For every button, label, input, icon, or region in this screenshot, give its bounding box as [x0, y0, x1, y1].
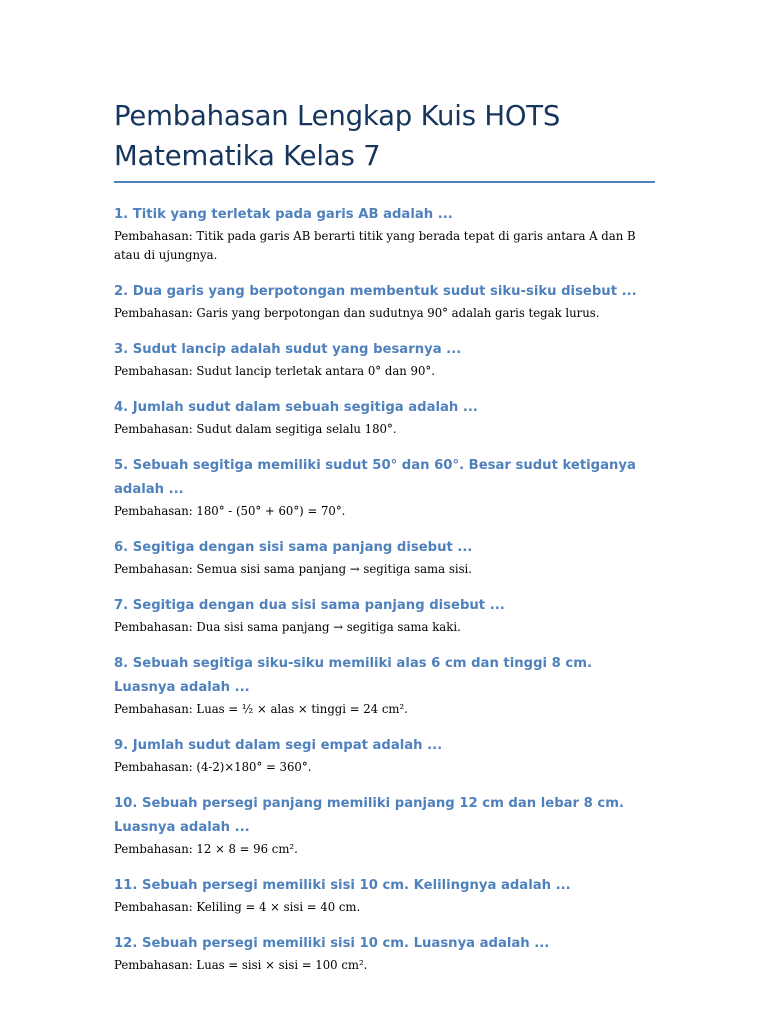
explanation-text: Pembahasan: Luas = sisi × sisi = 100 cm².: [114, 958, 368, 972]
question-heading: 1. Titik yang terletak pada garis AB adalah ...: [114, 207, 453, 222]
explanation-text: Pembahasan: (4-2)×180° = 360°.: [114, 760, 312, 774]
question-item-6: [114, 536, 656, 579]
explanation-text: Pembahasan: Sudut dalam segitiga selalu 180°.: [114, 422, 397, 436]
question-heading: 12. Sebuah persegi memiliki sisi 10 cm. Luasnya adalah ...: [114, 936, 550, 951]
question-heading: 6. Segitiga dengan sisi sama panjang disebut ...: [114, 540, 473, 555]
explanation-text: Pembahasan: Sudut lancip terletak antara 0° dan 90°.: [114, 364, 435, 378]
question-item-9: [114, 734, 656, 777]
question-item-1: [114, 203, 656, 265]
question-heading: 2. Dua garis yang berpotongan membentuk sudut siku-siku disebut ...: [114, 284, 637, 299]
question-heading: 9. Jumlah sudut dalam segi empat adalah ...: [114, 738, 443, 753]
explanation-text: Pembahasan: 12 × 8 = 96 cm².: [114, 842, 298, 856]
question-heading: 8. Sebuah segitiga siku-siku memiliki alas 6 cm dan tinggi 8 cm. Luasnya adalah ...: [114, 656, 592, 695]
question-item-4: [114, 396, 656, 439]
question-heading: 10. Sebuah persegi panjang memiliki panjang 12 cm dan lebar 8 cm. Luasnya adalah ...: [114, 796, 624, 835]
explanation-text: Pembahasan: 180° - (50° + 60°) = 70°.: [114, 504, 346, 518]
question-heading: 7. Segitiga dengan dua sisi sama panjang disebut ...: [114, 598, 505, 613]
question-item-3: [114, 338, 656, 381]
document-title: [114, 96, 656, 176]
question-item-8: [114, 652, 656, 719]
explanation-text: Pembahasan: Garis yang berpotongan dan sudutnya 90° adalah garis tegak lurus.: [114, 306, 600, 320]
question-heading: 5. Sebuah segitiga memiliki sudut 50° dan 60°. Besar sudut ketiganya adalah ...: [114, 458, 636, 497]
explanation-text: Pembahasan: Semua sisi sama panjang → segitiga sama sisi.: [114, 562, 473, 576]
explanation-text: Pembahasan: Luas = ½ × alas × tinggi = 24 cm².: [114, 702, 408, 716]
question-list: [114, 203, 656, 975]
title-line-1: Pembahasan Lengkap Kuis HOTS: [114, 100, 561, 132]
explanation-text: Pembahasan: Dua sisi sama panjang → segitiga sama kaki.: [114, 620, 461, 634]
question-item-10: [114, 792, 656, 859]
question-item-11: [114, 874, 656, 917]
question-item-12: [114, 932, 656, 975]
question-heading: 3. Sudut lancip adalah sudut yang besarnya ...: [114, 342, 462, 357]
title-line-2: Matematika Kelas 7: [114, 140, 381, 172]
explanation-text: Pembahasan: Keliling = 4 × sisi = 40 cm.: [114, 900, 361, 914]
question-heading: 4. Jumlah sudut dalam sebuah segitiga adalah ...: [114, 400, 478, 415]
title-underline: [114, 181, 655, 183]
question-item-7: [114, 594, 656, 637]
explanation-text: Pembahasan: Titik pada garis AB berarti titik yang berada tepat di garis antara A dan B atau di ujungnya.: [114, 229, 636, 262]
question-item-2: [114, 280, 656, 323]
question-heading: 11. Sebuah persegi memiliki sisi 10 cm. Kelilingnya adalah ...: [114, 878, 571, 893]
question-item-5: [114, 454, 656, 521]
